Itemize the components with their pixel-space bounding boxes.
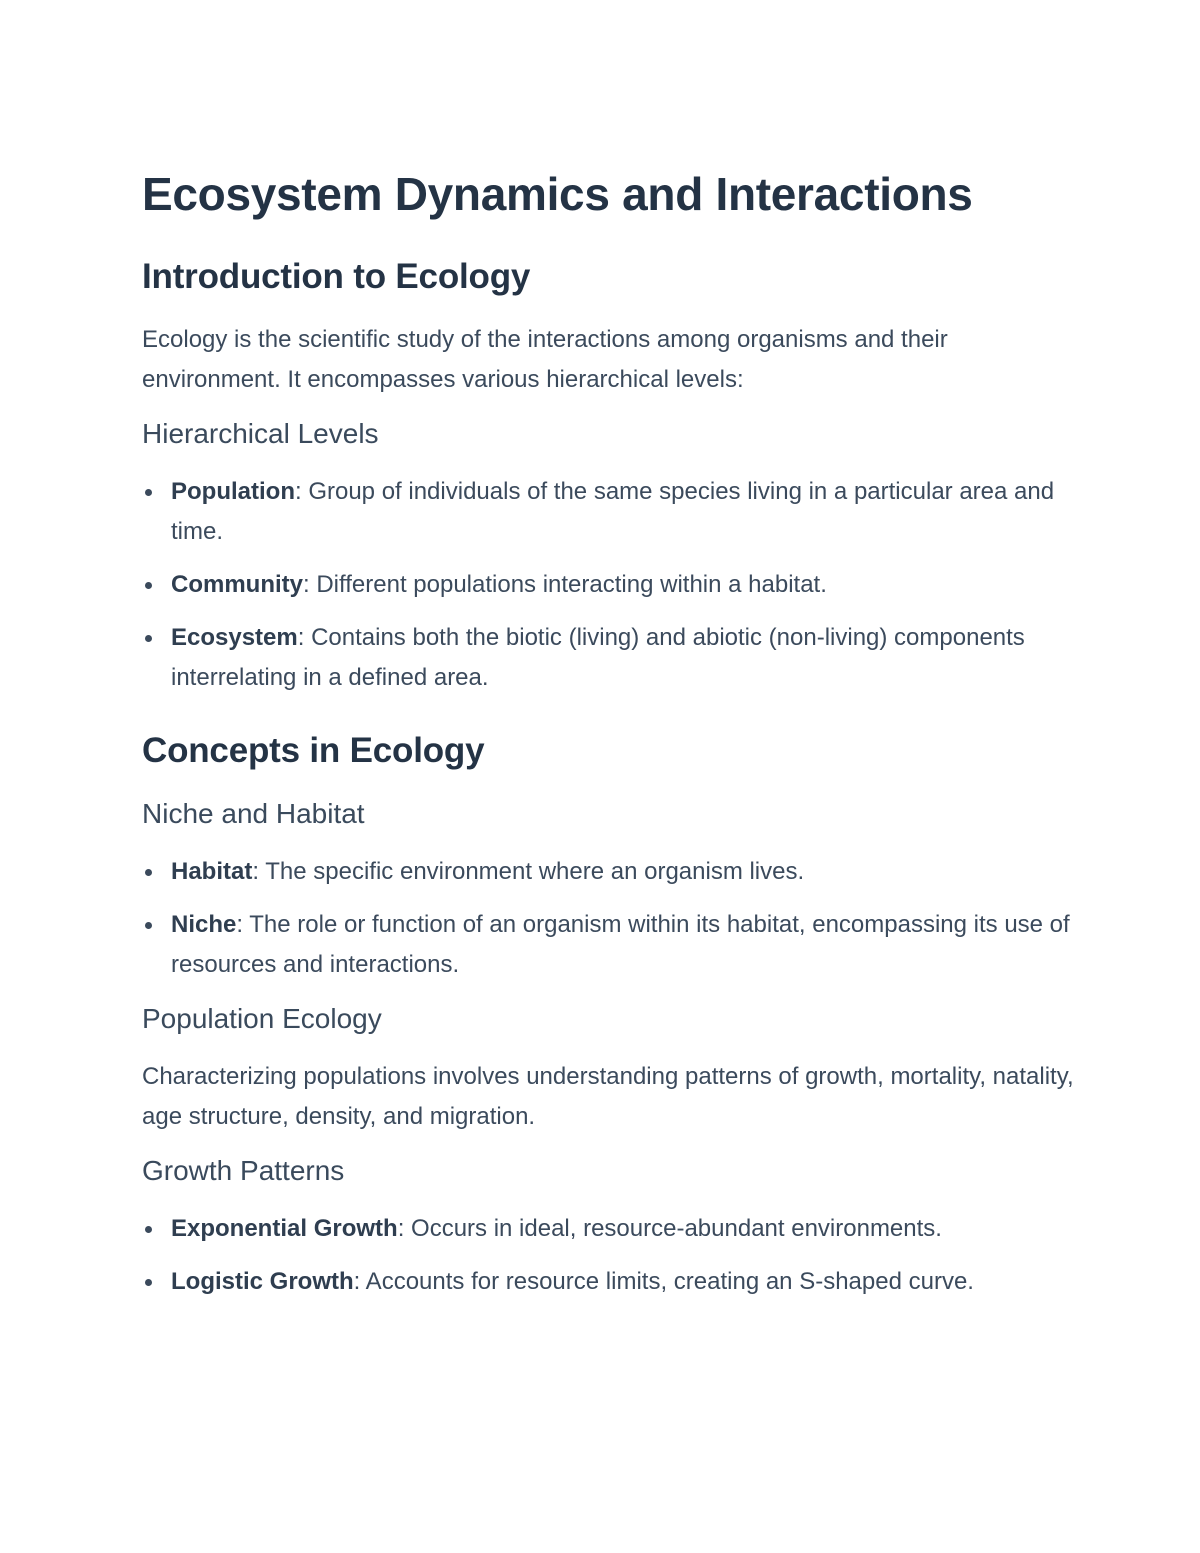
intro-paragraph: Ecology is the scientific study of the interactions among organisms and their environment. It encompasses various hierarchical levels: <box>142 326 948 393</box>
population-ecology-paragraph: Characterizing populations involves understanding patterns of growth, mortality, natality, age structure, density, and migration. <box>142 1063 1074 1130</box>
bullet-icon <box>145 489 152 496</box>
niche-habitat-list <box>142 852 1082 985</box>
term-definition: : Contains both the biotic (living) and abiotic (non-living) components interrelating in a defined area. <box>171 624 1025 691</box>
subheading-niche-habitat: Niche and Habitat <box>142 798 365 829</box>
bullet-icon <box>145 635 152 642</box>
list-item <box>142 565 1082 605</box>
section-heading-concepts: Concepts in Ecology <box>142 731 485 770</box>
term-label: Habitat <box>171 858 253 885</box>
list-item <box>142 618 1082 698</box>
term-label: Niche <box>171 911 237 938</box>
list-item <box>142 905 1082 985</box>
term-label: Community <box>171 571 303 598</box>
term-label: Logistic Growth <box>171 1268 354 1295</box>
term-definition: : The specific environment where an organism lives. <box>252 858 805 885</box>
list-item <box>142 1209 1082 1249</box>
bullet-icon <box>145 922 152 929</box>
term-label: Population <box>171 478 295 505</box>
document-page <box>142 160 1082 1302</box>
bullet-icon <box>145 1279 152 1286</box>
section-heading-introduction: Introduction to Ecology <box>142 257 531 296</box>
bullet-icon <box>145 869 152 876</box>
term-definition: : Occurs in ideal, resource-abundant environments. <box>397 1215 942 1242</box>
bullet-icon <box>145 582 152 589</box>
term-label: Ecosystem <box>171 624 298 651</box>
bullet-icon <box>145 1226 152 1233</box>
term-definition: : Accounts for resource limits, creating an S-shaped curve. <box>353 1268 974 1295</box>
document-title: Ecosystem Dynamics and Interactions <box>142 168 973 220</box>
term-definition: : Different populations interacting within a habitat. <box>303 571 827 598</box>
list-item <box>142 852 1082 892</box>
subheading-population-ecology: Population Ecology <box>142 1003 382 1034</box>
term-label: Exponential Growth <box>171 1215 398 1242</box>
term-definition: : Group of individuals of the same species living in a particular area and time. <box>171 478 1055 545</box>
subheading-growth-patterns: Growth Patterns <box>142 1155 345 1186</box>
list-item <box>142 1262 1082 1302</box>
term-definition: : The role or function of an organism within its habitat, encompassing its use of resources and interactions. <box>171 911 1070 978</box>
hierarchical-levels-list <box>142 472 1082 698</box>
subheading-hierarchical-levels: Hierarchical Levels <box>142 418 379 449</box>
growth-patterns-list <box>142 1209 1082 1302</box>
list-item <box>142 472 1082 552</box>
